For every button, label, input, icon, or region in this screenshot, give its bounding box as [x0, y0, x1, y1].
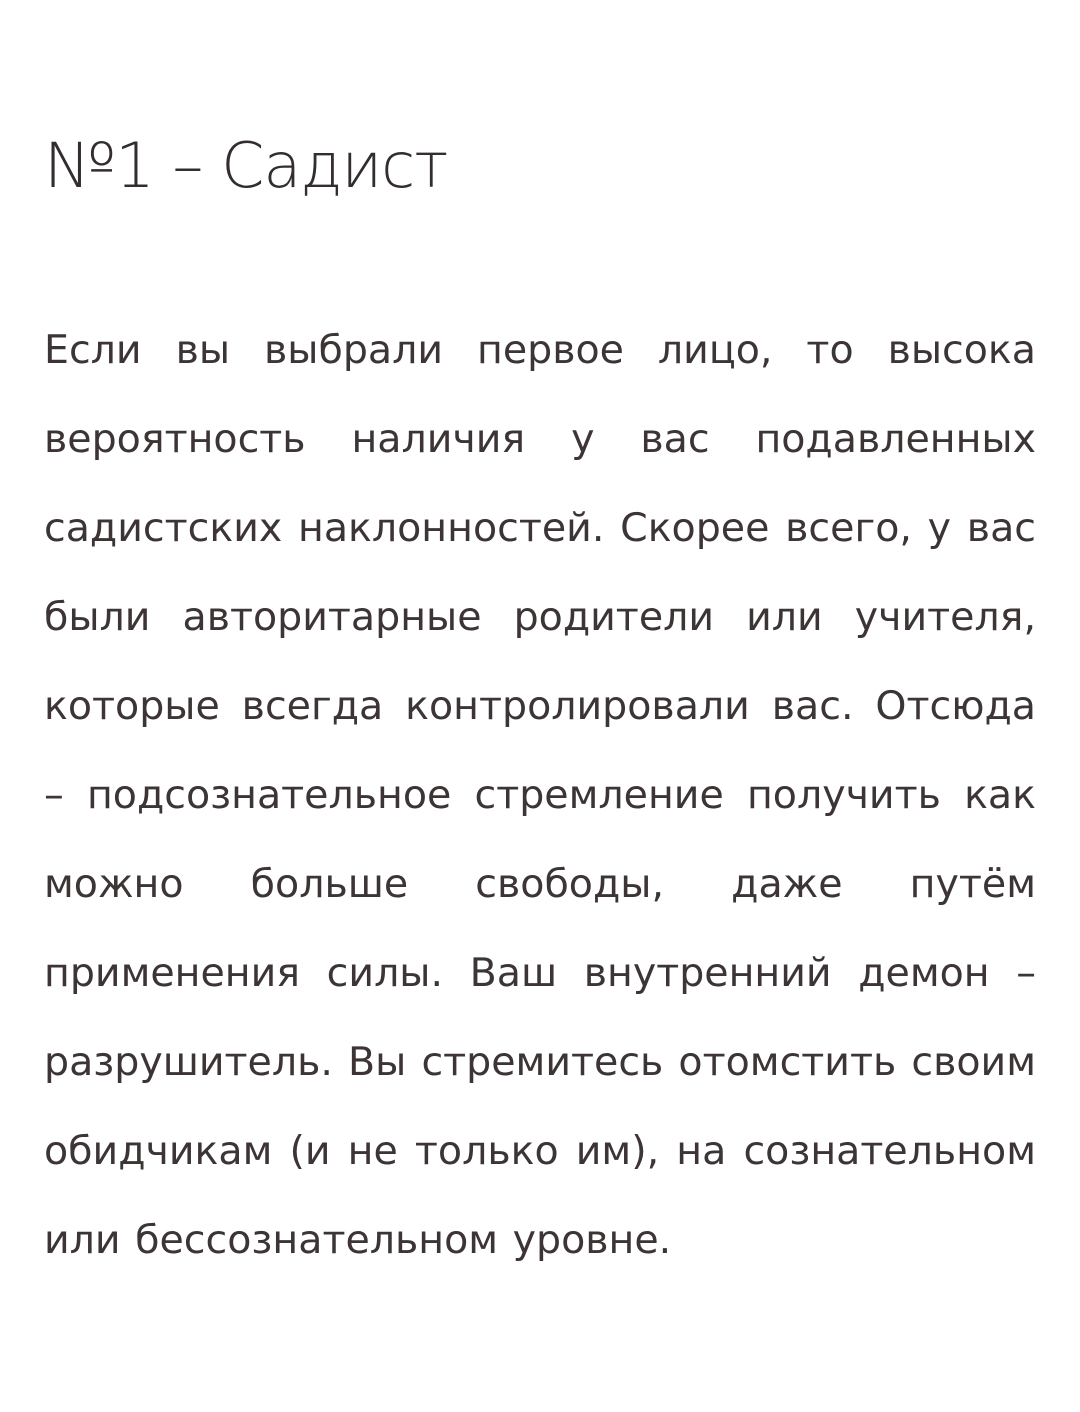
- article-paragraph: Если вы выбрали первое лицо, то высока вероятность наличия у вас подавленных садистских наклонностей. Скорее всего, у вас были авторитарные родители или учителя, которые всегда контролировали вас. Отсюда – подсознательное стремление получить как можно больше свободы, даже путём применения силы. Ваш внутренний демон – разрушитель. Вы стремитесь отомстить своим обидчикам (и не только им), на сознательном или бессознательном уровне.: [44, 327, 1036, 1263]
- article-heading: №1 – Садист: [44, 129, 448, 202]
